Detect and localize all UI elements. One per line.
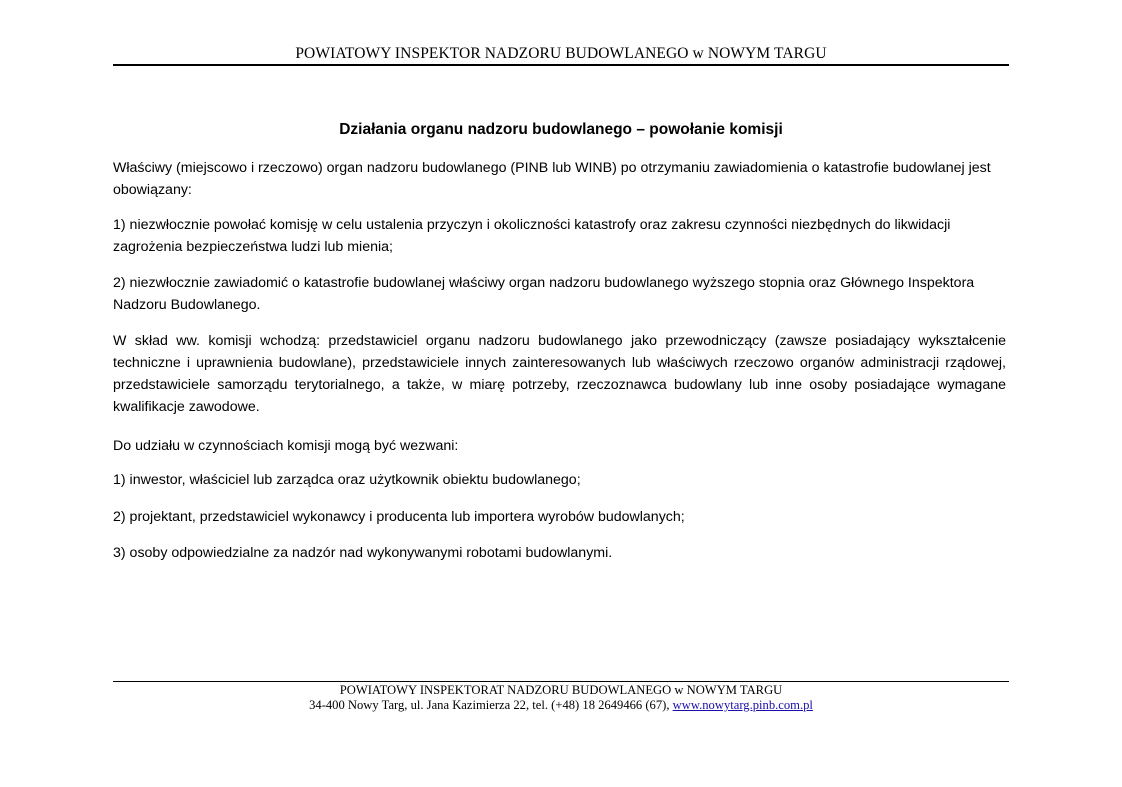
document-heading: Działania organu nadzoru budowlanego – powołanie komisji — [339, 121, 783, 138]
page-footer — [113, 683, 1009, 713]
footer-address: 34-400 Nowy Targ, ul. Jana Kazimierza 22, tel. (+48) 18 2649466 (67), — [309, 698, 673, 712]
footer-office-name: POWIATOWY INSPEKTORAT NADZORU BUDOWLANEGO w NOWYM TARGU — [339, 683, 783, 697]
footer-contact-line — [113, 698, 1009, 713]
paragraph-summoned-1: 1) inwestor, właściciel lub zarządca oraz użytkownik obiektu budowlanego; — [113, 472, 581, 488]
footer-divider — [113, 681, 1009, 682]
footer-website-link[interactable]: www.nowytarg.pinb.com.pl — [672, 698, 813, 712]
header-divider — [113, 64, 1009, 66]
paragraph-summoned-intro: Do udziału w czynnościach komisji mogą być wezwani: — [113, 438, 459, 454]
page-header-title: POWIATOWY INSPEKTOR NADZORU BUDOWLANEGO w NOWYM TARGU — [295, 45, 827, 62]
paragraph-summoned-3: 3) osoby odpowiedzialne za nadzór nad wykonywanymi robotami budowlanymi. — [113, 545, 613, 561]
paragraph-duty-2: 2) niezwłocznie zawiadomić o katastrofie budowlanej właściwy organ nadzoru budowlanego wyższego stopnia oraz Głównego Inspektora Nadzoru Budowlanego. — [113, 275, 975, 313]
paragraph-commission-members: W skład ww. komisji wchodzą: przedstawiciel organu nadzoru budowlanego jako przewodniczący (zawsze posiadający wykształcenie techniczne i uprawnienia budowlane), przedstawiciele innych zainteresowanych lub właściwych rzeczowo organów administracji rządowej, przedstawiciele samorządu terytorialnego, a także, w miarę potrzeby, rzeczoznawca budowlany lub inne osoby posiadające wymagane kwalifikacje zawodowe. — [113, 333, 1006, 415]
paragraph-duty-1: 1) niezwłocznie powołać komisję w celu ustalenia przyczyn i okoliczności katastrofy oraz zakresu czynności niezbędnych do likwidacji zagrożenia bezpieczeństwa ludzi lub mienia; — [113, 217, 951, 255]
paragraph-intro: Właściwy (miejscowo i rzeczowo) organ nadzoru budowlanego (PINB lub WINB) po otrzymaniu zawiadomienia o katastrofie budowlanej jest obowiązany: — [113, 160, 991, 198]
paragraph-summoned-2: 2) projektant, przedstawiciel wykonawcy i producenta lub importera wyrobów budowlanych; — [113, 509, 685, 525]
